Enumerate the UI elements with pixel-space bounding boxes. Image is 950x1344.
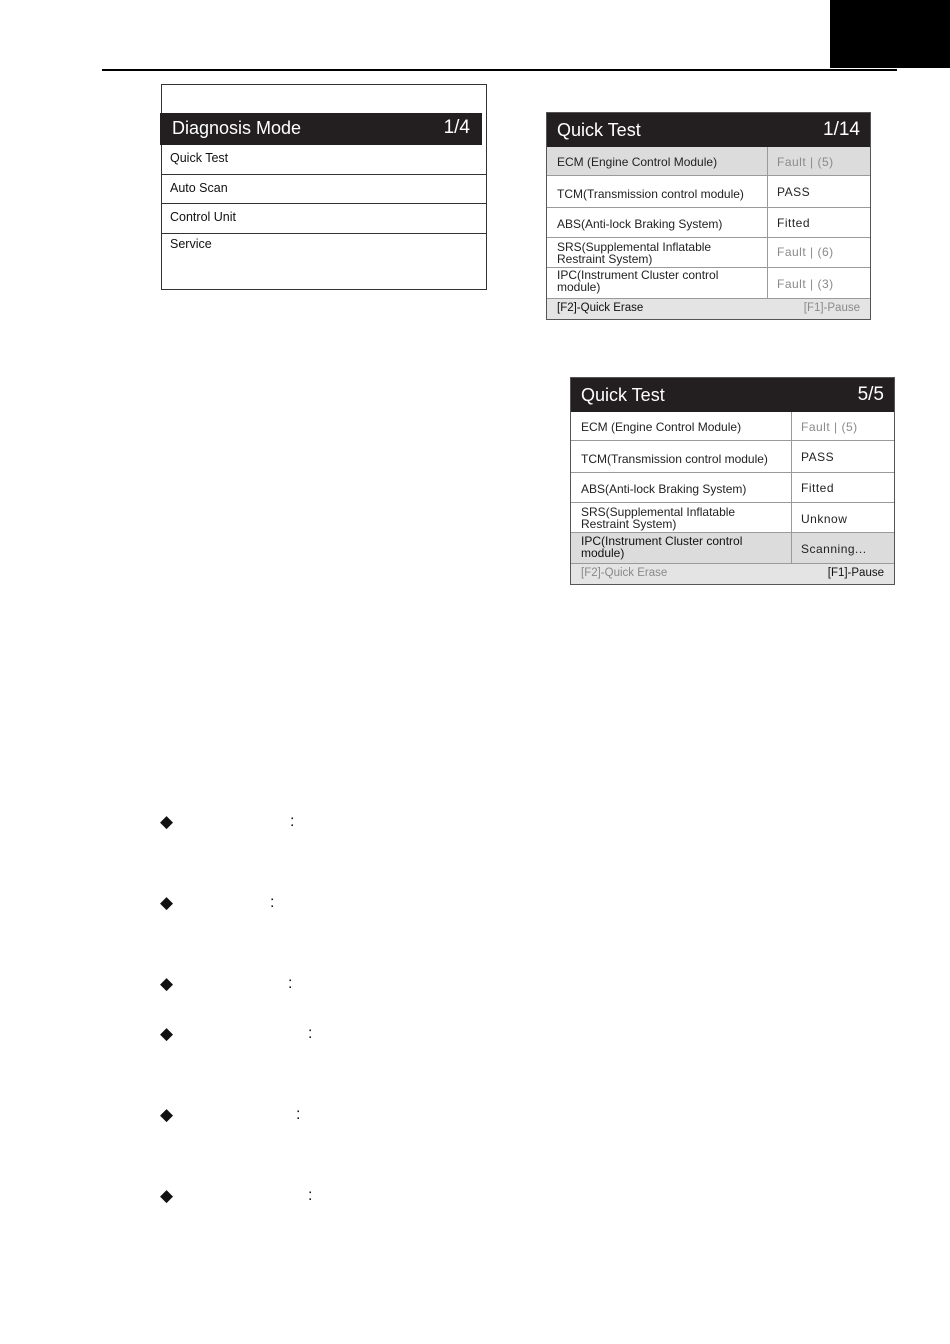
column-divider	[791, 412, 792, 564]
module-name: ABS(Anti-lock Braking System)	[581, 482, 747, 496]
module-name: TCM(Transmission control module)	[557, 187, 744, 201]
quick-test-title-bar	[547, 113, 870, 147]
module-row-abs[interactable]	[571, 472, 894, 503]
menu-page-indicator: 1/4	[443, 117, 470, 138]
menu-item-label: Quick Test	[170, 151, 229, 165]
menu-item-service[interactable]	[162, 233, 486, 289]
module-name: ABS(Anti-lock Braking System)	[557, 217, 723, 231]
bullet-colon: :	[290, 813, 295, 830]
pause-key[interactable]: [F1]-Pause	[827, 567, 884, 579]
module-status: Unknow	[801, 512, 848, 526]
module-name: ECM (Engine Control Module)	[557, 155, 718, 169]
module-name: IPC(Instrument Cluster control module)	[581, 534, 743, 560]
quick-test-title-bar	[571, 378, 894, 412]
module-row-abs[interactable]	[547, 207, 870, 238]
module-status: PASS	[777, 185, 811, 199]
module-row-ipc[interactable]	[547, 267, 870, 300]
column-divider	[767, 147, 768, 299]
bullet-item	[160, 1186, 320, 1206]
module-row-ipc[interactable]	[571, 532, 894, 565]
quick-erase-key[interactable]: [F2]-Quick Erase	[581, 567, 668, 579]
diamond-bullet-icon: ◆	[160, 1105, 174, 1124]
module-name: SRS(Supplemental Inflatable Restraint System)	[581, 505, 736, 531]
pause-key[interactable]: [F1]-Pause	[803, 302, 860, 314]
quick-test-screen-1	[546, 112, 871, 320]
bullet-colon: :	[308, 1025, 313, 1042]
menu-item-label: Control Unit	[170, 210, 236, 224]
bullet-item	[160, 1024, 320, 1044]
quick-test-page-indicator: 5/5	[857, 384, 884, 405]
module-status: Fitted	[801, 481, 835, 495]
quick-test-title: Quick Test	[557, 120, 641, 140]
module-status: Fault | (5)	[777, 155, 834, 169]
header-rule	[102, 69, 897, 71]
diamond-bullet-icon: ◆	[160, 1024, 174, 1043]
module-name: IPC(Instrument Cluster control module)	[557, 268, 719, 294]
bullet-colon: :	[308, 1187, 313, 1204]
menu-title-bar	[160, 113, 482, 145]
menu-item-auto-scan[interactable]	[162, 174, 486, 204]
bullet-item	[160, 893, 320, 913]
bullet-colon: :	[296, 1106, 301, 1123]
diamond-bullet-icon: ◆	[160, 812, 174, 831]
diagnosis-mode-screen	[161, 84, 487, 290]
quick-test-footer	[547, 298, 870, 319]
module-row-tcm[interactable]	[547, 175, 870, 208]
module-status: Fault | (3)	[777, 277, 834, 291]
bullet-colon: :	[270, 894, 275, 911]
quick-test-title: Quick Test	[581, 385, 665, 405]
module-name: ECM (Engine Control Module)	[581, 420, 742, 434]
module-status: Scanning...	[801, 542, 867, 556]
menu-item-label: Auto Scan	[170, 181, 228, 195]
menu-item-quick-test[interactable]	[162, 145, 486, 174]
module-name: TCM(Transmission control module)	[581, 452, 768, 466]
quick-erase-key[interactable]: [F2]-Quick Erase	[557, 302, 644, 314]
bullet-item	[160, 812, 320, 832]
module-row-ecm[interactable]	[547, 147, 870, 175]
module-status: Fault | (6)	[777, 245, 834, 259]
module-status: PASS	[801, 450, 835, 464]
quick-test-footer	[571, 563, 894, 584]
diamond-bullet-icon: ◆	[160, 974, 174, 993]
menu-title: Diagnosis Mode	[172, 118, 302, 138]
menu-item-label: Service	[170, 237, 212, 251]
module-name: SRS(Supplemental Inflatable Restraint System)	[557, 240, 712, 266]
quick-test-screen-2	[570, 377, 895, 585]
bullet-colon: :	[288, 975, 293, 992]
module-row-srs[interactable]	[571, 502, 894, 533]
module-row-ecm[interactable]	[571, 412, 894, 440]
menu-item-control-unit[interactable]	[162, 203, 486, 233]
quick-test-page-indicator: 1/14	[823, 119, 860, 140]
bullet-item	[160, 974, 320, 994]
bullet-item	[160, 1105, 320, 1125]
module-status: Fitted	[777, 216, 811, 230]
diamond-bullet-icon: ◆	[160, 1186, 174, 1205]
chapter-tab	[830, 0, 950, 68]
module-row-tcm[interactable]	[571, 440, 894, 473]
diamond-bullet-icon: ◆	[160, 893, 174, 912]
module-row-srs[interactable]	[547, 237, 870, 268]
module-status: Fault | (5)	[801, 420, 858, 434]
